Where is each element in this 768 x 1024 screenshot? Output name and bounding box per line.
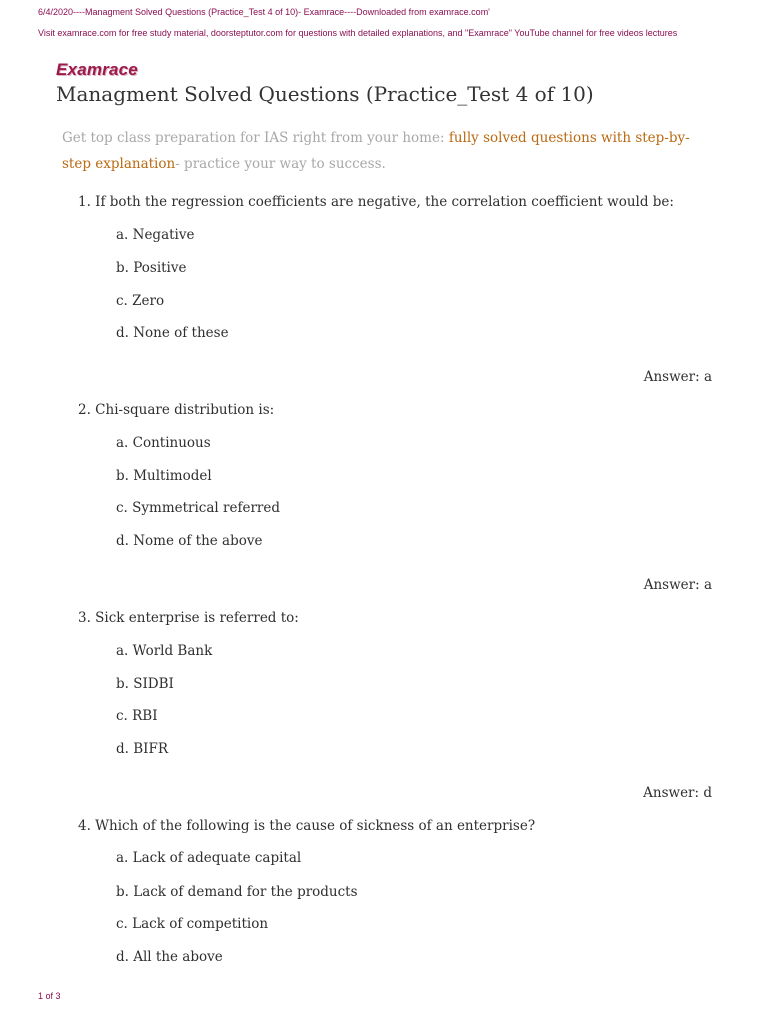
examrace-logo: Examrace xyxy=(56,60,138,79)
q1-option-d: d. None of these xyxy=(116,325,229,341)
question-2: 2. Chi-square distribution is: xyxy=(78,402,275,418)
q2-option-b: b. Multimodel xyxy=(116,468,212,484)
page-title: Managment Solved Questions (Practice_Test 4 of 10) xyxy=(56,82,594,106)
question-3: 3. Sick enterprise is referred to: xyxy=(78,610,299,626)
q1-option-b: b. Positive xyxy=(116,260,187,276)
question-1: 1. If both the regression coefficients are negative, the correlation coefficient would be: xyxy=(78,194,674,210)
q1-option-a: a. Negative xyxy=(116,227,195,243)
q2-option-a: a. Continuous xyxy=(116,435,211,451)
promo-text xyxy=(62,125,702,177)
promo-link[interactable]: fully solved questions with step-by-step explanation xyxy=(62,130,690,172)
promo-suffix: - practice your way to success. xyxy=(175,156,386,172)
q2-answer: Answer: a xyxy=(643,577,712,593)
promo-prefix: Get top class preparation for IAS right from your home: xyxy=(62,130,449,146)
q3-option-c: c. RBI xyxy=(116,708,158,724)
q3-option-d: d. BIFR xyxy=(116,741,169,757)
page-number: 1 of 3 xyxy=(38,991,61,1001)
q3-option-a: a. World Bank xyxy=(116,643,213,659)
q3-option-b: b. SIDBI xyxy=(116,676,174,692)
q1-answer: Answer: a xyxy=(643,369,712,385)
q2-option-d: d. Nome of the above xyxy=(116,533,263,549)
q2-option-c: c. Symmetrical referred xyxy=(116,500,280,516)
visit-notice: Visit examrace.com for free study material, doorsteptutor.com for questions with detailed explanations, and "Examrace" YouTube channel for free videos lectures xyxy=(38,28,678,38)
q4-option-b: b. Lack of demand for the products xyxy=(116,884,358,900)
q3-answer: Answer: d xyxy=(643,785,712,801)
q1-option-c: c. Zero xyxy=(116,293,165,309)
download-header: 6/4/2020----Managment Solved Questions (Practice_Test 4 of 10)- Examrace----Downloaded from examrace.com' xyxy=(38,7,490,17)
q4-option-d: d. All the above xyxy=(116,949,223,965)
question-4: 4. Which of the following is the cause of sickness of an enterprise? xyxy=(78,818,536,834)
q4-option-c: c. Lack of competition xyxy=(116,916,269,932)
q4-option-a: a. Lack of adequate capital xyxy=(116,850,302,866)
